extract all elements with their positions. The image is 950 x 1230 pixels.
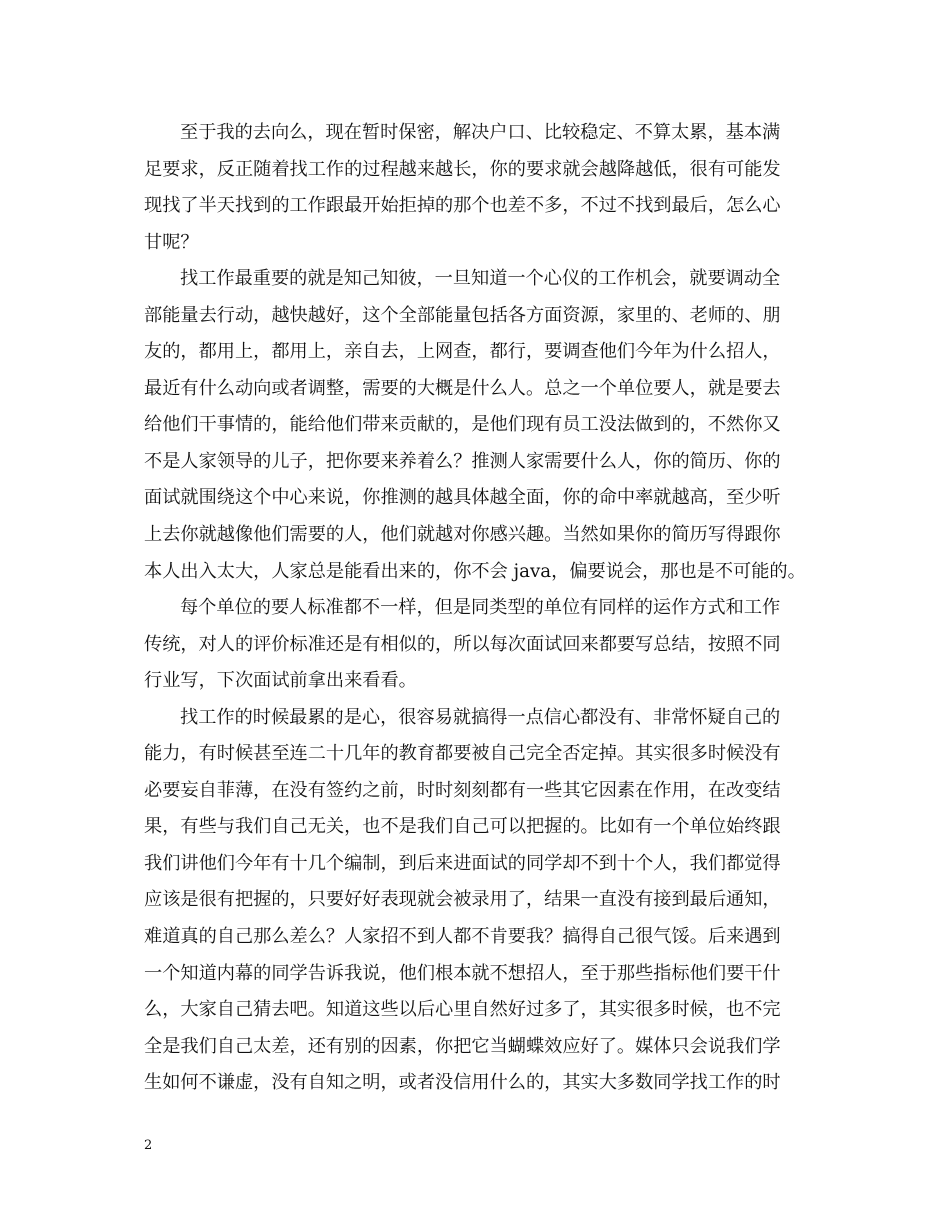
text-line: 果，有些与我们自己无关，也不是我们自己可以把握的。比如有一个单位始终跟: [144, 816, 781, 838]
text-line: 我们讲他们今年有十几个编制，到后来进面试的同学却不到十个人，我们都觉得: [144, 852, 781, 874]
text-line: 必要妄自菲薄，在没有签约之前，时时刻刻都有一些其它因素在作用，在改变结: [144, 779, 781, 801]
text-line: 全是我们自己太差，还有别的因素，你把它当蝴蝶效应好了。媒体只会说我们学: [144, 1035, 781, 1057]
text-line: 足要求，反正随着找工作的过程越来越长，你的要求就会越降越低，很有可能发: [144, 158, 781, 180]
text-line: 至于我的去向么，现在暂时保密，解决户口、比较稳定、不算太累，基本满: [180, 122, 781, 143]
text-line: 一个知道内幕的同学告诉我说，他们根本就不想招人，至于那些指标他们要干什: [144, 962, 781, 984]
text-line: 找工作最重要的就是知己知彼，一旦知道一个心仪的工作机会，就要调动全: [180, 268, 781, 290]
text-line: 本人出入太大，人家总是能看出来的，你不会 java，偏要说会，那也是不可能的。: [144, 560, 806, 582]
text-line: 应该是很有把握的，只要好好表现就会被录用了，结果一直没有接到最后通知，: [144, 889, 781, 911]
text-line: 上去你就越像他们需要的人，他们就越对你感兴趣。当然如果你的简历写得跟你: [144, 524, 781, 546]
text-line: 每个单位的要人标准都不一样，但是同类型的单位有同样的运作方式和工作: [180, 597, 781, 619]
text-line: 友的，都用上，都用上，亲自去，上网查，都行，要调查他们今年为什么招人，: [144, 341, 781, 363]
body-text: [144, 118, 806, 1105]
text-line: 么，大家自己猜去吧。知道这些以后心里自然好过多了，其实很多时候，也不完: [144, 999, 781, 1021]
text-line: 部能量去行动，越快越好，这个全部能量包括各方面资源，家里的、老师的、朋: [144, 304, 781, 326]
text-line: 传统，对人的评价标准还是有相似的，所以每次面试回来都要写总结，按照不同: [144, 633, 781, 655]
text-line: 不是人家领导的儿子，把你要来养着么？推测人家需要什么人，你的简历、你的: [144, 450, 781, 472]
text-line: 难道真的自己那么差么？人家招不到人都不肯要我？搞得自己很气馁。后来遇到: [144, 926, 781, 948]
text-line: 找工作的时候最累的是心，很容易就搞得一点信心都没有、非常怀疑自己的: [180, 706, 781, 728]
text-line: 给他们干事情的，能给他们带来贡献的，是他们现有员工没法做到的，不然你又: [144, 414, 781, 436]
text-line: 面试就围绕这个中心来说，你推测的越具体越全面，你的命中率就越高，至少听: [144, 487, 781, 509]
text-line: 能力，有时候甚至连二十几年的教育都要被自己完全否定掉。其实很多时候没有: [144, 743, 781, 765]
text-line: 行业写，下次面试前拿出来看看。: [144, 670, 417, 692]
text-line: 甘呢？: [144, 231, 199, 253]
page-number: 2: [144, 1138, 153, 1153]
text-line: 现找了半天找到的工作跟最开始拒掉的那个也差不多，不过不找到最后，怎么心: [144, 195, 781, 217]
text-line: 最近有什么动向或者调整，需要的大概是什么人。总之一个单位要人，就是要去: [144, 377, 781, 399]
text-line: 生如何不谦虚，没有自知之明，或者没信用什么的，其实大多数同学找工作的时: [144, 1072, 781, 1094]
